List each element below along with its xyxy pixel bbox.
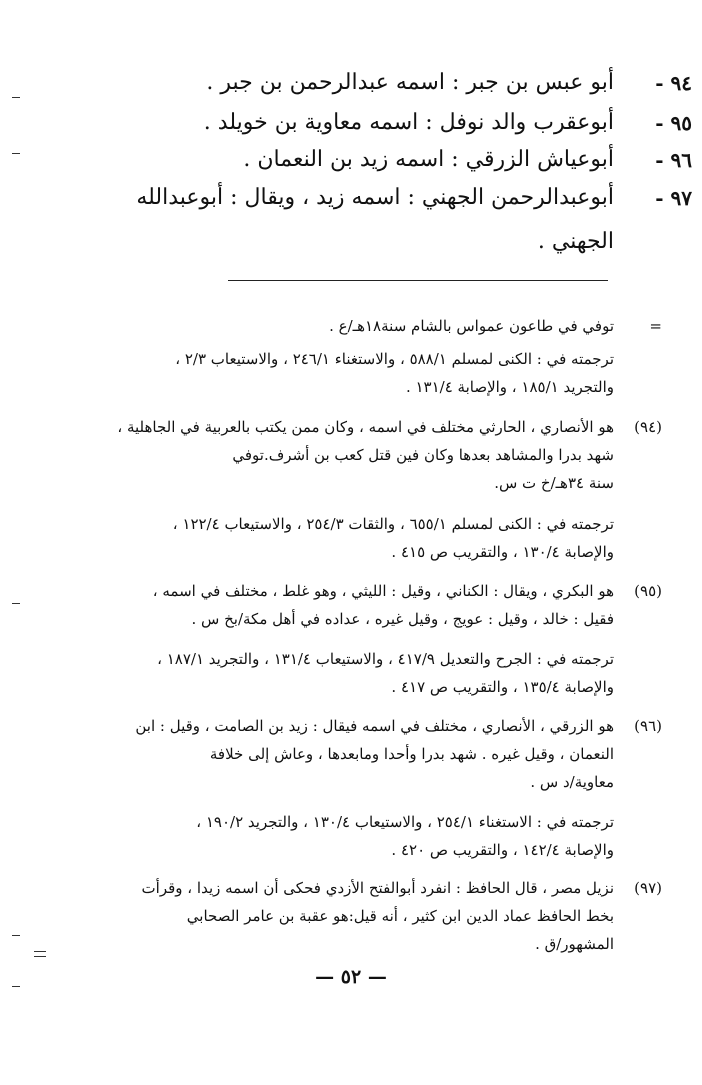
margin-mark <box>12 97 20 98</box>
footnote-line: المشهور/ق . <box>535 935 614 953</box>
footnote-line: بخط الحافظ عماد الدين ابن كثير ، أنه قيل:هو عقبة بن عامر الصحابي <box>186 907 614 925</box>
footnote-96 <box>54 712 662 796</box>
footnote-references <box>54 345 614 401</box>
entry-number: ٩٤ - <box>655 71 692 95</box>
entry-text: أبو عبس بن جبر : اسمه عبدالرحمن بن جبر . <box>206 70 614 95</box>
entry-94 <box>54 68 692 98</box>
footnote-references <box>54 510 614 566</box>
entry-number: ٩٧ - <box>655 186 692 210</box>
footnote-95 <box>54 577 662 633</box>
footnote-line: ترجمته في : الجرح والتعديل ٤١٧/٩ ، والاستيعاب ١٣١/٤ ، والتجريد ١٨٧/١ ، <box>157 650 614 668</box>
footnote-line: ترجمته في : الكنى لمسلم ٥٨٨/١ ، والاستغناء ٢٤٦/١ ، والاستيعاب ٢/٣ ، <box>175 350 614 368</box>
footnote-line: النعمان ، وقيل غيره . شهد بدرا وأحدا ومابعدها ، وعاش إلى خلافة <box>209 745 614 763</box>
footnote-line: هو البكري ، ويقال : الكناني ، وقيل : الليثي ، وهو غلط ، مختلف في اسمه ، <box>152 582 614 600</box>
footnote-94 <box>54 413 662 497</box>
footnote-line: هو الزرقي ، الأنصاري ، مختلف في اسمه فيقال : زيد بن الصامت ، وقيل : ابن <box>135 717 614 735</box>
entry-96 <box>54 145 692 175</box>
footnote-97 <box>54 874 662 958</box>
footnote-line: معاوية/د س . <box>530 773 614 791</box>
margin-mark <box>12 603 20 604</box>
entry-number: ٩٥ - <box>655 111 692 135</box>
entry-text: أبوعقرب والد نوفل : اسمه معاوية بن خويلد . <box>203 110 614 135</box>
footnote-line: والتجريد ١٨٥/١ ، والإصابة ١٣١/٤ . <box>405 378 614 396</box>
page-number: — ٥٢ — <box>315 966 387 988</box>
margin-mark <box>12 935 20 936</box>
entry-text: أبوعبدالرحمن الجهني : اسمه زيد ، ويقال : أبوعبدالله <box>136 185 614 210</box>
footnote-marker: = <box>649 317 662 335</box>
entry-text-continued: الجهني . <box>537 229 614 254</box>
footnote-marker: (٩٧) <box>634 879 662 897</box>
footnote-line: نزيل مصر ، قال الحافظ : انفرد أبوالفتح الأزدي فحكى أن اسمه زيدا ، وقرأت <box>141 879 614 897</box>
entry-text: أبوعياش الزرقي : اسمه زيد بن النعمان . <box>243 147 614 172</box>
footnote <box>54 312 662 340</box>
margin-mark <box>12 153 20 154</box>
footnote-line: توفي في طاعون عمواس بالشام سنة١٨هـ/ع . <box>329 317 614 335</box>
footnote-line: هو الأنصاري ، الحارثي مختلف في اسمه ، وكان ممن يكتب بالعربية في الجاهلية ، <box>117 418 614 436</box>
footnote-line: ترجمته في : الكنى لمسلم ٦٥٥/١ ، والثقات ٢٥٤/٣ ، والاستيعاب ١٢٢/٤ ، <box>172 515 614 533</box>
footnote-line: فقيل : خالد ، وقيل : عويج ، وقيل غيره ، عداده في أهل مكة/بخ س . <box>191 610 614 628</box>
footnote-line: شهد بدرا والمشاهد بعدها وكان فين قتل كعب بن أشرف.توفي <box>232 446 614 464</box>
margin-mark <box>34 951 46 957</box>
entry-95 <box>54 108 692 138</box>
footnote-line: سنة ٣٤هـ/خ ت س. <box>494 474 614 492</box>
footnote-marker: (٩٤) <box>634 418 662 436</box>
footnote-references <box>54 645 614 701</box>
entry-number: ٩٦ - <box>655 148 692 172</box>
footnote-marker: (٩٥) <box>634 582 662 600</box>
footnote-references <box>54 808 614 864</box>
entry-97 <box>54 183 692 257</box>
footnote-line: والإصابة ١٣٠/٤ ، والتقريب ص ٤١٥ . <box>391 543 614 561</box>
footnote-marker: (٩٦) <box>634 717 662 735</box>
footnote-line: والإصابة ١٣٥/٤ ، والتقريب ص ٤١٧ . <box>391 678 614 696</box>
footnote-line: ترجمته في : الاستغناء ٢٥٤/١ ، والاستيعاب ١٣٠/٤ ، والتجريد ١٩٠/٢ ، <box>196 813 614 831</box>
footnote-line: والإصابة ١٤٢/٤ ، والتقريب ص ٤٢٠ . <box>391 841 614 859</box>
footnote-divider <box>228 280 608 281</box>
